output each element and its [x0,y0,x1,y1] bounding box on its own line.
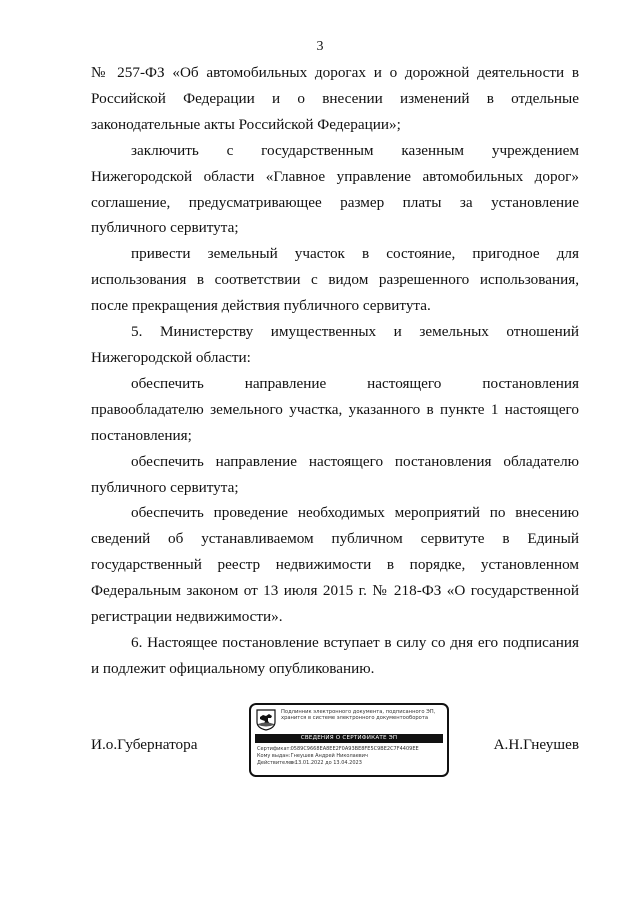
stamp-valid-value: с 13.01.2022 до 13.04.2023 [290,760,362,767]
paragraph-send-to-holder: обеспечить направление настоящего постановления обладателю публичного сервитута; [91,452,579,496]
paragraph-item-6: 6. Настоящее постановление вступает в силу со дня его подписания и подлежит официальному опубликованию. [91,633,579,677]
stamp-issued-value: Гнеушев Андрей Николаевич [290,753,368,760]
stamp-issued-label: Кому выдан: [257,753,291,760]
paragraph-item-5: 5. Министерству имущественных и земельных отношений Нижегородской области: [91,323,579,366]
paragraph-restore-land: привести земельный участок в состояние, пригодное для использования в соответствии с видом разрешенного использования, после прекращения действия публичного сервитута. [91,245,579,315]
document-body [91,60,579,682]
stamp-cert-value: 0589C9668EA8EE2F0A93BE8FE5C9BE2C7F4409EE [290,746,419,752]
coat-of-arms-icon [256,709,276,731]
paragraph-send-to-owner: обеспечить направление настоящего постановления правообладателю земельного участка, указанного в пункте 1 настоящего постановления; [91,374,579,444]
paragraph-register-entry: обеспечить проведение необходимых мероприятий по внесению сведений об устанавливаемом публичном сервитуте в Единый государственный реестр недвижимости в порядке, установленном Федеральным законом от 13 июля 2015 г. № 218-ФЗ «О государственной регистрации недвижимости». [91,504,579,626]
paragraph-law-reference: № 257-ФЗ «Об автомобильных дорогах и о дорожной деятельности в Российской Федерации и о внесении изменений в отдельные законодательные акты Российской Федерации»; [91,64,579,133]
stamp-certificate-title: СВЕДЕНИЯ О СЕРТИФИКАТЕ ЭП [255,734,443,743]
signatory-position: И.о.Губернатора [91,736,198,753]
page-number: 3 [316,39,324,54]
stamp-cert-label: Сертификат: [257,746,292,752]
stamp-valid-label: Действителен: [257,760,297,767]
paragraph-conclude-agreement: заключить с государственным казенным учреждением Нижегородской области «Главное управление автомобильных дорог» соглашение, предусматривающее размер платы за установление публичного сервитута; [91,141,579,237]
stamp-valid-row [257,760,443,767]
signatory-name: А.Н.Гнеушев [493,736,579,753]
stamp-header-text: Подлинник электронного документа, подписанного ЭП, хранится в системе электронного документооборота [281,709,436,722]
electronic-signature-stamp [249,703,449,777]
stamp-certificate-details [257,746,443,768]
